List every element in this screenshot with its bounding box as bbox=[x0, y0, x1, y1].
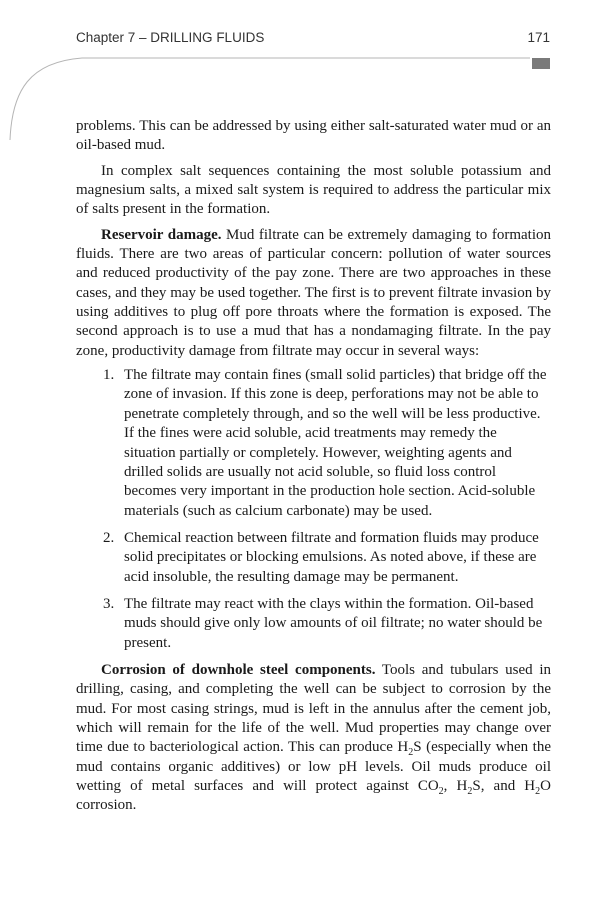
list-item-text: The filtrate may contain fines (small solid particles) that bridge off the zone of invasion. If this zone is deep, perforations may not be able to penetrate completely through, and so the well will be less productive. If the fines were acid soluble, acid treatments may remedy the situation partially or completely. However, weighting agents and drilled solids are usually not acid soluble, so fluid loss control becomes very important in the production hole section. Acid-soluble materials (such as calcium carbonate) may be used. bbox=[124, 367, 547, 519]
page-marker-block bbox=[532, 58, 550, 69]
paragraph-salt-sequences: In complex salt sequences containing the most soluble potassium and magnesium salts, a mixed salt system is required to address the particular mix of salts present in the formation. bbox=[76, 162, 551, 218]
corrosion-body-part: , H bbox=[443, 778, 468, 794]
corrosion-body-part: Tools and tubulars used in drilling, casing, and completing the well can be subject to corrosion by the mud. For most casing strings, mud is left in the annulus after the cement job, which will remain for the life of the well. Mud properties may change over time due to bacteriological action. This can produce H bbox=[76, 661, 551, 756]
corrosion-heading: Corrosion of downhole steel components. bbox=[101, 661, 376, 678]
body-text bbox=[76, 117, 551, 822]
corrosion-body-part: S (especially when the mud contains organic additives) or low pH levels. Oil muds produce oil wetting of metal surfaces and will protect against CO bbox=[76, 739, 551, 794]
page-number: 171 bbox=[527, 30, 550, 45]
subscript: 2 bbox=[467, 786, 473, 797]
subscript: 2 bbox=[535, 786, 541, 797]
damage-mechanisms-list bbox=[76, 366, 551, 653]
list-item-text: The filtrate may react with the clays within the formation. Oil-based muds should give only low amounts of oil filtrate; no water should be present. bbox=[124, 595, 543, 651]
paragraph-continuation: problems. This can be addressed by using either salt-saturated water mud or an oil-based mud. bbox=[76, 118, 551, 154]
list-item-number: 3. bbox=[103, 595, 115, 612]
list-item bbox=[103, 529, 551, 587]
chapter-title: Chapter 7 – DRILLING FLUIDS bbox=[76, 30, 265, 45]
paragraph-corrosion bbox=[76, 661, 551, 816]
corrosion-body-part: O corrosion. bbox=[76, 778, 551, 814]
reservoir-damage-heading: Reservoir damage. bbox=[101, 226, 222, 243]
list-item bbox=[103, 366, 551, 521]
paragraph-reservoir-damage bbox=[76, 226, 551, 361]
list-item-number: 1. bbox=[103, 367, 115, 384]
reservoir-damage-body: Mud filtrate can be extremely damaging to formation fluids. There are two areas of particular concern: pollution of water sources and reduced productivity of the pay zone. There are two approaches in these cases, and they may be used together. The first is to prevent filtrate invasion by using additives to plug off pore throats where the formation is exposed. The second approach is to use a mud that has a nondamaging filtrate. In the pay zone, productivity damage from filtrate may occur in several ways: bbox=[76, 226, 551, 359]
running-header bbox=[76, 30, 550, 50]
subscript: 2 bbox=[438, 786, 444, 797]
subscript: 2 bbox=[408, 747, 414, 759]
list-item-text: Chemical reaction between filtrate and formation fluids may produce solid precipitates or blocking emulsions. As noted above, if these are acid insoluble, the resulting damage may be permanent. bbox=[124, 529, 539, 585]
corrosion-body-part: S, and H bbox=[472, 778, 536, 794]
list-item-number: 2. bbox=[103, 529, 115, 546]
list-item bbox=[103, 595, 551, 653]
